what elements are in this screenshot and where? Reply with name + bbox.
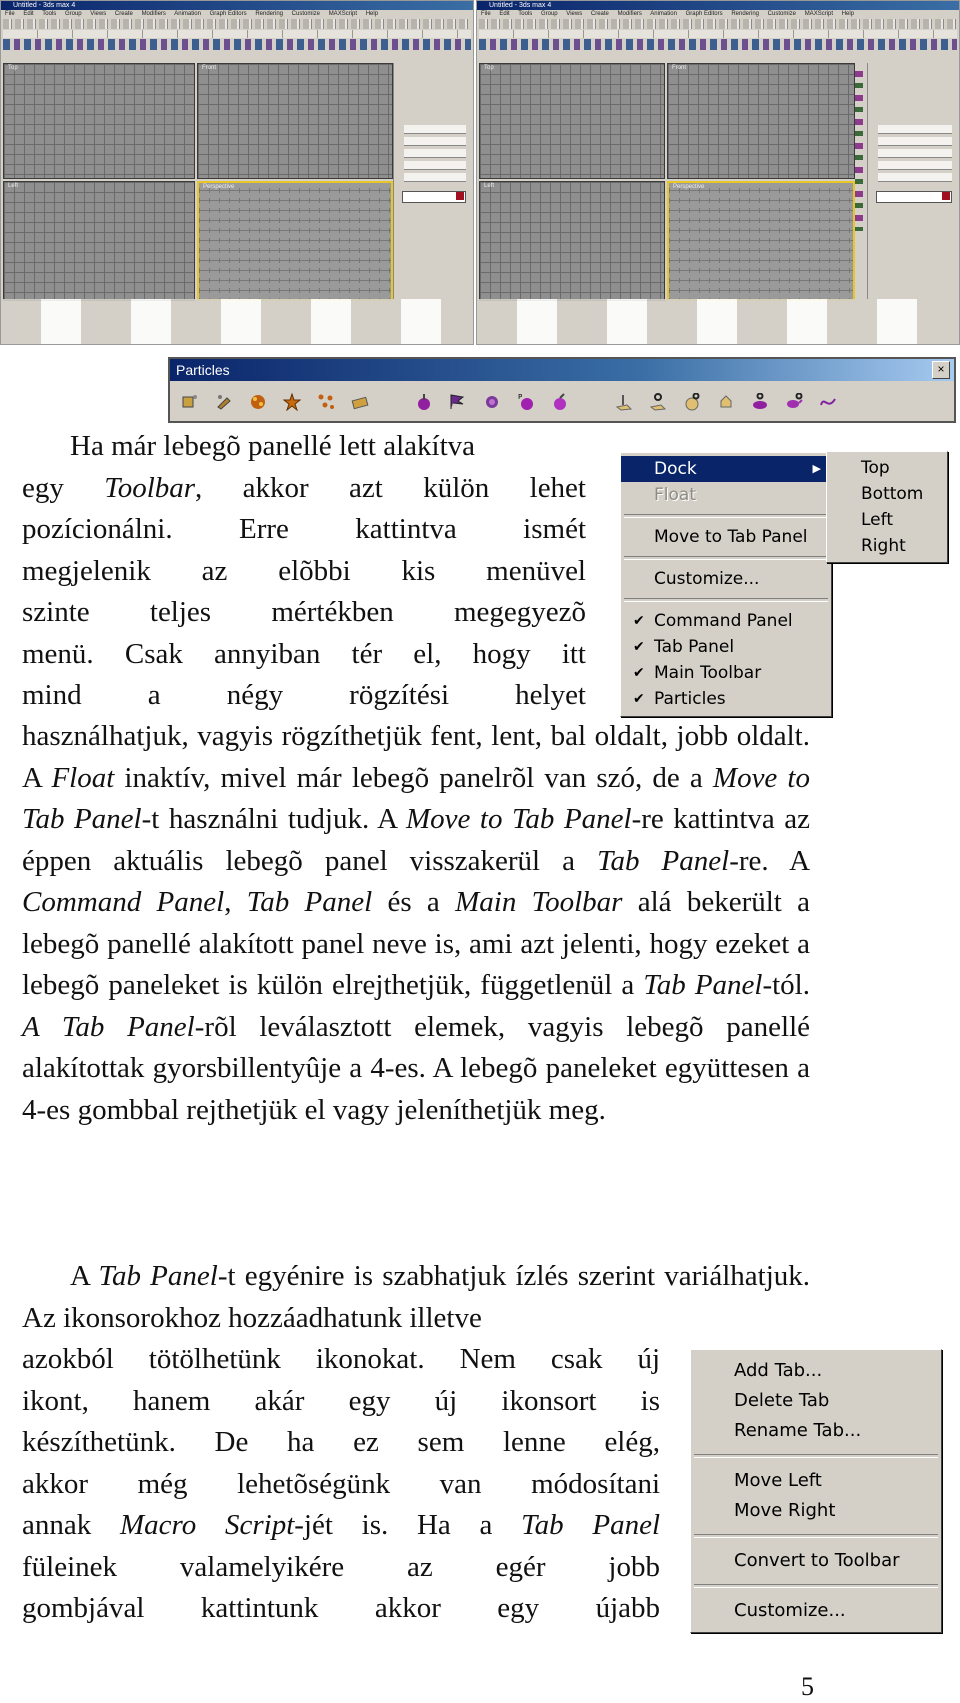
paragraph-2-narrow [22,1339,660,1630]
emphasis: Macro Script [120,1509,295,1541]
text-span: használhatjuk, vagyis rögzíthetjük fent, lent, bal oldalt, jobb oldalt. A [22,720,810,794]
emphasis: Main Toolbar [455,886,623,918]
tab-panel[interactable] [479,30,957,38]
menu-group[interactable]: Group [64,11,82,17]
deflector-icon[interactable] [410,388,438,416]
text-span: és a [372,886,456,918]
menu-graph-editors[interactable]: Graph Editors [209,11,247,17]
screenshot-left [0,0,474,345]
emphasis: Float [51,761,115,794]
menu-separator [694,1584,938,1588]
page-number: 5 [801,1672,814,1701]
menu-bar[interactable] [1,10,473,18]
status-bar[interactable] [1,299,473,344]
toolbar-context-menu [620,452,832,717]
menu-item-particles[interactable] [621,686,831,712]
viewport-perspective[interactable] [667,181,855,301]
menu-help[interactable]: Help [841,11,855,17]
blizzard-icon[interactable] [244,388,272,416]
menu-item-convert-to-toolbar[interactable]: Convert to Toolbar [734,1550,900,1571]
paragraph-wide [22,716,810,1131]
menu-file[interactable]: File [5,11,15,17]
menu-item-label: Main Toolbar [654,663,762,683]
menu-create[interactable]: Create [590,11,609,17]
text-span: egy [22,471,105,504]
command-panel[interactable] [867,63,960,299]
viewport-label: Perspective [203,184,235,190]
text-line [22,468,586,510]
check-icon: ✔ [633,613,645,629]
menu-customize[interactable]: Customize [767,11,797,17]
sdeflector-icon[interactable] [678,388,706,416]
text-span: alá bekerült a lebegõ panellé alakított panel neve is, ami azt jelenti, hogy ezeket a lebegõ paneleket is külön elrejthetjük, függetlenül a [22,886,811,1001]
color-swatch[interactable] [456,192,464,200]
paragraph-narrow-top [22,426,586,717]
text-span: -tól. [762,969,810,1001]
emphasis: Command Panel [22,886,225,918]
emphasis: Move to Tab Panel [22,761,810,835]
viewport-label: Left [484,183,495,189]
text-line: készíthetünk. De ha ez sem lenne elég, [22,1426,660,1458]
menu-item-bottom[interactable]: Bottom [861,484,924,504]
text-line: azokból tötölhetünk ikonokat. Nem csak új [22,1343,660,1375]
menu-customize[interactable]: Customize [291,11,321,17]
menu-rendering[interactable]: Rendering [731,11,759,17]
paragraph-2-intro [22,1256,810,1339]
viewport-left[interactable] [3,181,195,301]
viewport-label: Front [202,65,217,71]
check-icon: ✔ [633,691,645,707]
super-spray-icon[interactable] [346,388,374,416]
menu-views[interactable]: Views [90,11,107,17]
bomb-icon[interactable] [546,388,574,416]
text-line: szinte teljes mértékben megegyezõ [22,596,586,628]
text-line: pozícionálni. Erre kattintva ismét [22,513,586,545]
parray-icon[interactable] [312,388,340,416]
text-span: -re. A [729,844,811,877]
menu-modifiers[interactable]: Modifiers [617,11,642,17]
sdynaflect-icon[interactable] [644,388,672,416]
menu-animation[interactable]: Animation [650,11,677,17]
viewport-top[interactable] [479,63,665,179]
particles-toolbar[interactable] [168,357,956,423]
tab-panel-icons[interactable] [479,39,957,50]
spray-icon[interactable] [176,388,204,416]
dock-submenu [826,451,948,563]
emphasis: Move to Tab Panel [406,803,632,835]
spline-icon[interactable] [814,388,842,416]
particles-title: Particles [170,359,954,381]
create-buttons[interactable] [878,123,952,183]
menu-item-left[interactable]: Left [861,510,893,530]
emphasis: Tab Panel [246,886,373,918]
check-icon: ✔ [633,665,645,681]
menu-item-label: Particles [654,689,726,709]
menu-item-label: Dock [654,459,697,479]
text-span: -re kattintva az éppen aktuális lebegõ panel visszakerül a [22,803,811,877]
text-span: annak [22,1509,120,1541]
menu-maxscript[interactable]: MAXScript [328,11,358,17]
menu-item-move-left[interactable]: Move Left [734,1470,822,1491]
emphasis: A Tab Panel [22,1010,195,1043]
menu-group[interactable]: Group [540,11,558,17]
menu-views[interactable]: Views [566,11,583,17]
text-line: akkor még lehetõségünk van módosítani [22,1467,660,1500]
viewport-label: Perspective [673,184,705,190]
text-span: , akkor azt külön lehet [195,471,586,504]
viewport-left[interactable] [479,181,665,301]
command-panel[interactable] [393,63,474,299]
menu-separator [624,556,828,560]
menu-separator [694,1454,938,1458]
svg-text:P: P [518,393,523,401]
emphasis: Tab Panel [643,969,763,1001]
menu-item-tab-panel[interactable] [621,634,831,660]
menu-tools[interactable]: Tools [42,11,57,17]
tab-panel-context-menu [690,1349,942,1633]
tab-panel[interactable] [3,30,471,38]
particles-icon-row [176,385,948,419]
menu-item-customize[interactable]: Customize... [734,1600,846,1621]
menu-item-main-toolbar[interactable] [621,660,831,686]
text-span: -rõl leválasztott elemek, vagyis lebegõ panellé alakítottak gyorsbillentyûje a 4-es. A lebegõ paneleket együttesen a 4-es gombbal rejthetjük el vagy jeleníthetjük meg. [22,1010,810,1126]
path-follow-icon[interactable] [512,388,540,416]
main-toolbar[interactable] [3,19,471,29]
create-buttons[interactable] [404,123,466,183]
name-field[interactable] [876,191,952,203]
text-line: gombjával kattintunk akkor egy újabb [22,1592,660,1624]
wind-icon[interactable] [444,388,472,416]
window-title: Untitled - 3ds max 4 [477,1,959,10]
viewport-label: Top [8,65,18,71]
menu-file[interactable]: File [481,11,491,17]
main-toolbar[interactable] [479,19,957,29]
emphasis: Tab Panel [597,844,730,877]
text-span: A [70,1260,99,1292]
menu-item-move-right[interactable]: Move Right [734,1500,836,1521]
text-span: , [224,886,247,918]
particles-toolbar-docked[interactable] [855,71,863,231]
text-span: -jét is. Ha a [294,1509,522,1541]
menu-graph-editors[interactable]: Graph Editors [685,11,723,17]
viewport-front[interactable] [197,63,393,179]
text-line: Ha már lebegõ panellé lett alakítva [70,430,476,462]
menu-separator [624,514,828,518]
menu-animation[interactable]: Animation [174,11,201,17]
menu-edit[interactable]: Edit [23,11,34,17]
screenshot-right [476,0,960,345]
menu-edit[interactable]: Edit [499,11,510,17]
viewport-top[interactable] [3,63,195,179]
menu-item-customize[interactable]: Customize... [654,569,760,589]
check-icon: ✔ [633,639,645,655]
menu-create[interactable]: Create [114,11,133,17]
udeflector-icon[interactable] [712,388,740,416]
text-span: -t használni tudjuk. A [141,803,406,835]
tab-panel-icons[interactable] [3,39,471,50]
menu-item-command-panel[interactable] [621,608,831,634]
gravity-icon[interactable] [478,388,506,416]
menu-rendering[interactable]: Rendering [255,11,283,17]
text-line: megjelenik az elõbbi kis menüvel [22,554,586,587]
emphasis: Tab Panel [98,1260,218,1292]
menu-bar[interactable] [477,10,959,18]
menu-separator [624,598,828,602]
text-span: inaktív, mivel már lebegõ panelrõl van szó, de a [114,761,713,794]
menu-item-label: Command Panel [654,611,793,631]
viewport-label: Front [672,65,687,71]
color-swatch[interactable] [942,192,950,200]
menu-item-move-to-tab-panel[interactable]: Move to Tab Panel [654,527,808,547]
menu-help[interactable]: Help [365,11,379,17]
viewport-label: Top [484,65,494,71]
teapot-deflector-icon[interactable] [746,388,774,416]
text-line [22,1505,660,1547]
menu-separator [694,1534,938,1538]
teapot-icon[interactable] [780,388,808,416]
menu-modifiers[interactable]: Modifiers [141,11,166,17]
menu-item-label: Tab Panel [654,637,735,657]
text-span: -t egyénire is szabhatjuk ízlés szerint variálhatjuk. Az ikonsorokhoz hozzáadhatunk illetve [22,1260,811,1334]
pomniflect-icon[interactable] [610,388,638,416]
viewport-front[interactable] [667,63,855,179]
viewport-label: Left [8,183,19,189]
menu-item-dock[interactable] [621,456,831,482]
snow-icon[interactable] [210,388,238,416]
text-line: menü. Csak annyiban tér el, hogy itt [22,637,586,670]
menu-item-top[interactable]: Top [861,458,890,478]
pcloud-icon[interactable] [278,388,306,416]
submenu-arrow-icon: ▶ [812,462,821,475]
status-bar[interactable] [477,299,959,344]
menu-item-delete-tab[interactable]: Delete Tab [734,1390,830,1411]
text-line: füleinek valamelyikére az egér jobb [22,1550,660,1583]
close-button[interactable]: × [932,361,950,379]
menu-item-right[interactable]: Right [861,536,906,556]
window-title: Untitled - 3ds max 4 [1,1,473,10]
menu-item-rename-tab[interactable]: Rename Tab... [734,1420,862,1441]
menu-item-add-tab[interactable]: Add Tab... [734,1360,823,1381]
emphasis: Tab Panel [521,1509,661,1541]
viewport-perspective[interactable] [197,181,393,301]
text-line: ikont, hanem akár egy új ikonsort is [22,1384,660,1417]
menu-maxscript[interactable]: MAXScript [804,11,834,17]
menu-tools[interactable]: Tools [518,11,533,17]
menu-item-float: Float [654,485,696,505]
emphasis: Toolbar [104,471,196,504]
text-line: mind a négy rögzítési helyet [22,679,586,711]
